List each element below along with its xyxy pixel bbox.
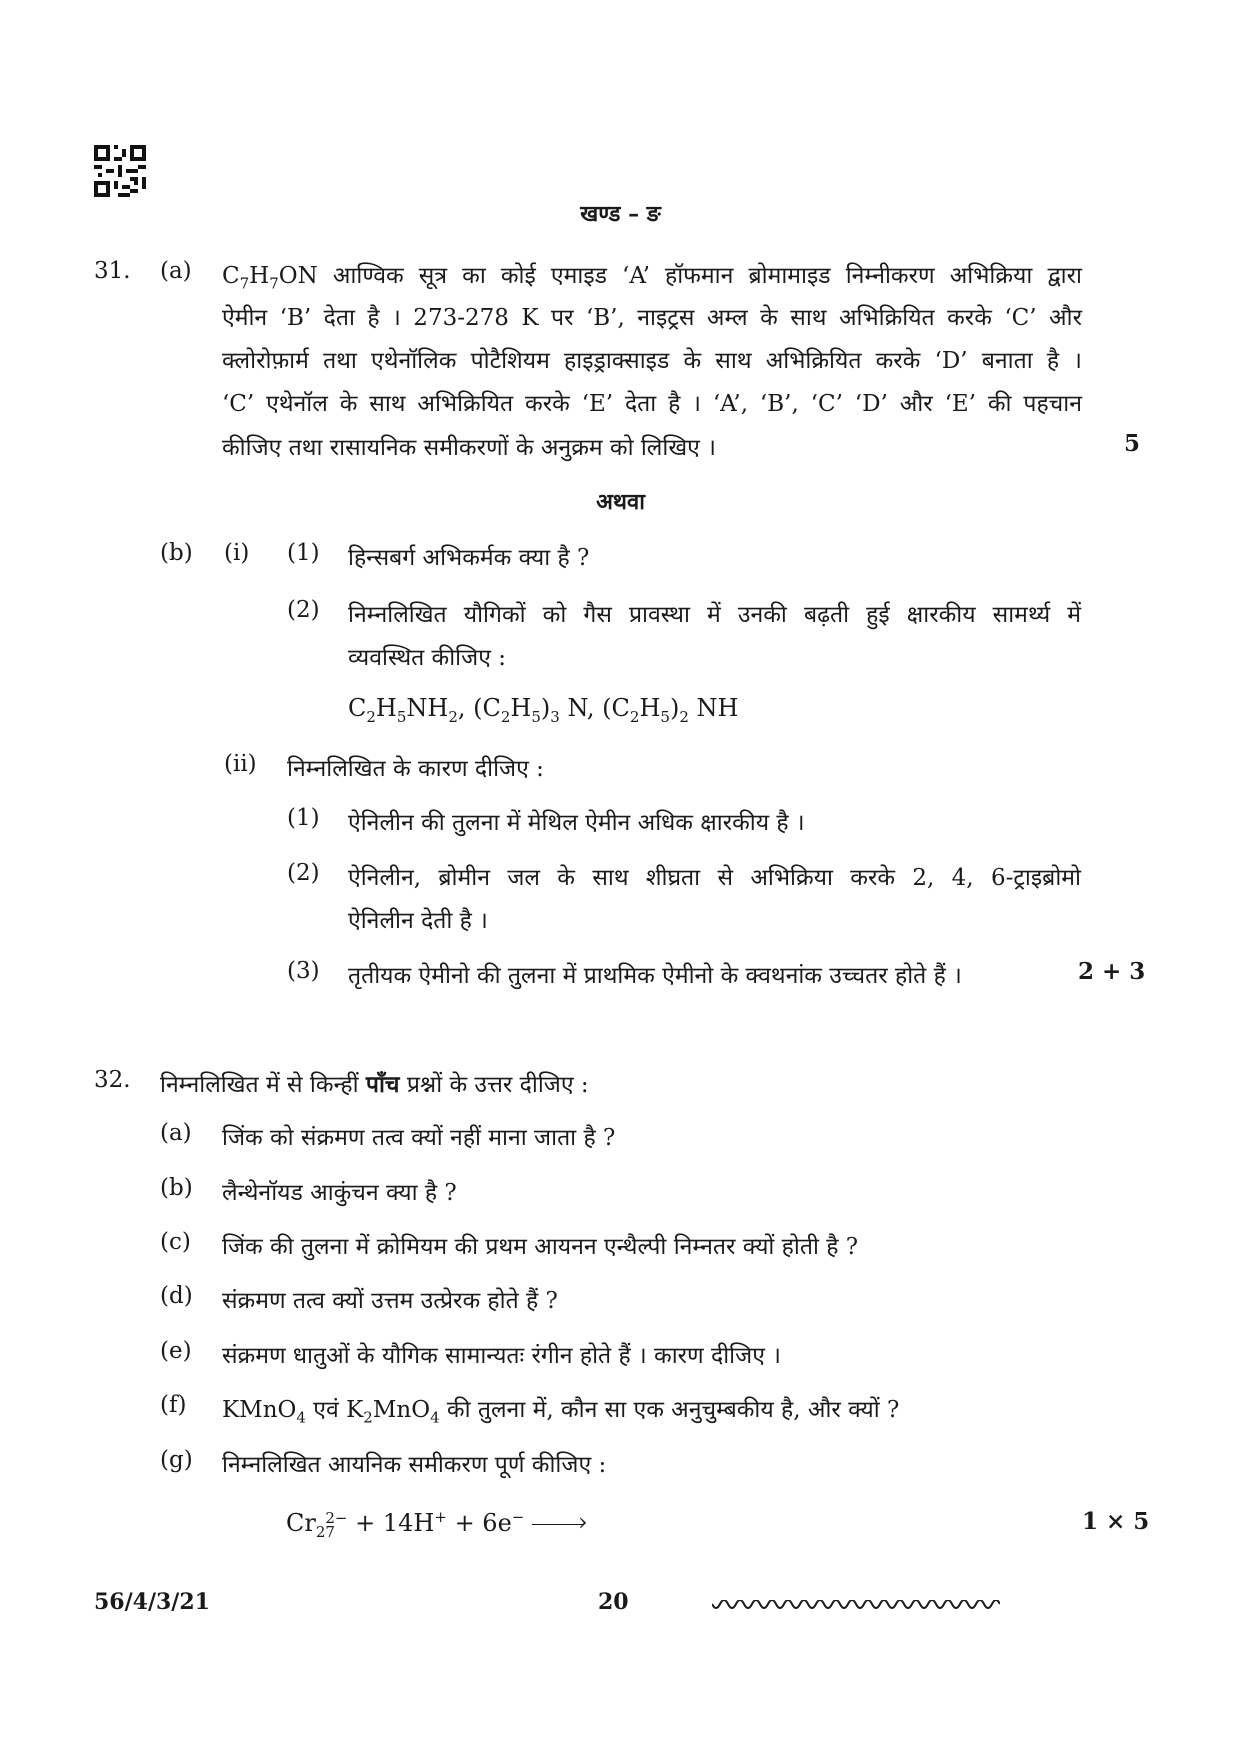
- q32-f-text: KMnO$_4$ एवं $K_2MnO_4$ की तुलना में, कौन सा एक अनुचुम्बकीय है, और क्यों ?: [222, 1397, 900, 1427]
- q31-a-line-2: ऐमीन ‘B’ देता है । 273-278 K पर ‘B’, नाइट्रस अम्ल के साथ अभिक्रियित करके ‘C’ और: [222, 305, 1082, 331]
- q32-b-label: (b): [160, 1175, 193, 1201]
- q31-b-ii-2-line-2: ऐनिलीन देती है ।: [348, 908, 488, 934]
- q31-b-i-1-label: (1): [287, 540, 320, 566]
- q32-e-text: संक्रमण धातुओं के यौगिक सामान्यतः रंगीन होते हैं । कारण दीजिए ।: [222, 1343, 781, 1369]
- amine-compounds-formula: $C_2H_5NH_2$, $(C_2H_5)_3$ N, $(C_2H_5)_2$ NH: [348, 694, 739, 726]
- or-divider: अथवा: [596, 489, 645, 515]
- paper-code: 56/4/3/21: [94, 1589, 210, 1615]
- q31-b-ii-2-line-1: ऐनिलीन, ब्रोमीन जल के साथ शीघ्रता से अभिक्रिया करके 2, 4, 6-ट्राइब्रोमो: [348, 865, 1081, 891]
- question-32-number: 32.: [94, 1067, 131, 1093]
- question-31-number: 31.: [94, 258, 131, 284]
- q31-a-line-4: ‘C’ एथेनॉल के साथ अभिक्रियित करके ‘E’ देता है । ‘A’, ‘B’, ‘C’ ‘D’ और ‘E’ की पहचान: [222, 391, 1082, 417]
- q32-a-text: जिंक को संक्रमण तत्व क्यों नहीं माना जाता है ?: [222, 1125, 616, 1151]
- q32-d-label: (d): [160, 1283, 193, 1309]
- section-title: खण्ड – ङ: [580, 201, 661, 227]
- q32-c-label: (c): [160, 1229, 191, 1255]
- q31-b-ii-label: (ii): [224, 751, 257, 777]
- q31-b-i-1-text: हिन्सबर्ग अभिकर्मक क्या है ?: [348, 545, 590, 571]
- q31-part-a-label: (a): [160, 258, 192, 284]
- q32-g-label: (g): [160, 1447, 193, 1473]
- k2mno4-formula: $K_2MnO_4$: [346, 1397, 440, 1427]
- page-number: 20: [598, 1589, 629, 1615]
- q31-a-line-3: क्लोरोफ़ार्म तथा एथेनॉलिक पोटैशियम हाइड्राक्साइड के साथ अभिक्रियित करके ‘D’ बनाता है ।: [222, 348, 1082, 374]
- q31-b-ii-2-label: (2): [287, 860, 320, 886]
- ionic-equation: $Cr_2$ 2− 7 + 14H+ + 6e− ›: [286, 1508, 588, 1541]
- q32-f-label: (f): [160, 1392, 187, 1418]
- q31-a-line-1: $C_7H_7ON$ आण्विक सूत्र का कोई एमाइड ‘A’ हॉफमान ब्रोमामाइड निम्नीकरण अभिक्रिया द्वारा: [222, 263, 1082, 293]
- kmno4-formula: KMnO$_4$: [222, 1397, 306, 1427]
- q31-b-ii-1-text: ऐनिलीन की तुलना में मेथिल ऐमीन अधिक क्षारकीय है ।: [348, 810, 805, 836]
- q31-b-i-2-label: (2): [287, 597, 320, 623]
- q31-part-b-label: (b): [160, 540, 193, 566]
- molecular-formula: $C_7H_7ON$: [222, 263, 318, 293]
- q31-b-ii-3-text: तृतीयक ऐमीनो की तुलना में प्राथमिक ऐमीनो के क्वथनांक उच्चतर होते हैं ।: [348, 963, 962, 989]
- q31-b-i-2-line-2: व्यवस्थित कीजिए :: [348, 645, 506, 671]
- q32-intro: निम्नलिखित में से किन्हीं पाँच प्रश्नों के उत्तर दीजिए :: [160, 1071, 589, 1098]
- q31-b-ii-3-label: (3): [287, 958, 320, 984]
- q31-a-line-5: कीजिए तथा रासायनिक समीकरणों के अनुक्रम को लिखिए ।: [222, 435, 716, 461]
- q31-b-marks: 2 + 3: [1078, 958, 1146, 985]
- q31-b-i-2-line-1: निम्नलिखित यौगिकों को गैस प्रावस्था में उनकी बढ़ती हुई क्षारकीय सामर्थ्य में: [348, 602, 1081, 628]
- q32-a-label: (a): [160, 1120, 192, 1146]
- wavy-line-icon: [712, 1600, 1000, 1614]
- q32-c-text: जिंक की तुलना में क्रोमियम की प्रथम आयनन एन्थैल्पी निम्नतर क्यों होती है ?: [222, 1234, 859, 1260]
- q31-a-marks: 5: [1124, 430, 1141, 457]
- q32-intro-emphasis: पाँच: [365, 1071, 400, 1098]
- q31-b-ii-intro: निम्नलिखित के कारण दीजिए :: [287, 756, 544, 782]
- q32-g-text: निम्नलिखित आयनिक समीकरण पूर्ण कीजिए :: [222, 1452, 607, 1478]
- qr-code-icon: [94, 145, 146, 197]
- q32-d-text: संक्रमण तत्व क्यों उत्तम उत्प्रेरक होते हैं ?: [222, 1288, 558, 1314]
- q32-marks: 1 × 5: [1082, 1508, 1150, 1535]
- q32-e-label: (e): [160, 1338, 192, 1364]
- q32-b-text: लैन्थेनॉयड आकुंचन क्या है ?: [222, 1180, 457, 1206]
- q31-b-i-label: (i): [224, 540, 250, 566]
- q31-b-ii-1-label: (1): [287, 805, 320, 831]
